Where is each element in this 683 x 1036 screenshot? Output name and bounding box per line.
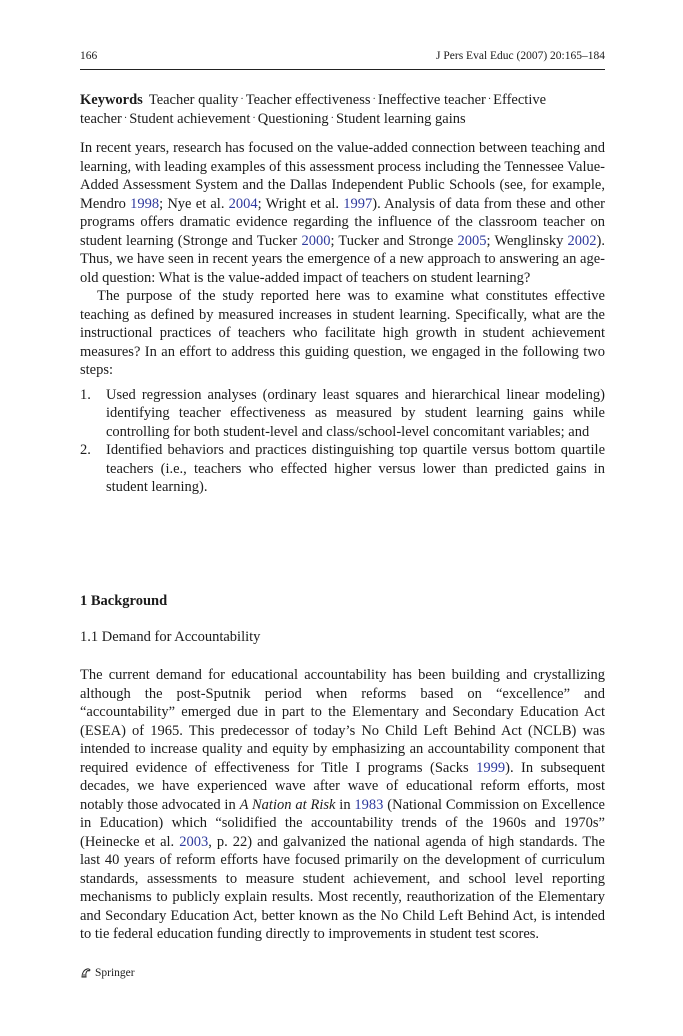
purpose-paragraph: The purpose of the study reported here was to examine what constitutes effective teaching as defined by measured increases in student learning. Specifically, what are the instructional practices of teachers who facilitate high growth in student achievement measures? In an effort to address this guiding question, we engaged in the following two steps:	[80, 288, 605, 378]
intro-paragraph	[80, 139, 605, 287]
text-run: In recent years, research has focused on the value-added connection between teaching and learning, with leading examples of this assessment process including the Tennessee Value-Added Assessment System and the Dallas Independent Public Schools (see, for example, Mendro	[80, 140, 605, 212]
citation-link[interactable]: 1997	[343, 195, 373, 212]
section-heading: 1 Background	[80, 593, 168, 609]
citation-link[interactable]: 2000	[301, 232, 331, 249]
page-content	[80, 50, 606, 942]
text-run: The current demand for educational accountability has been building and crystallizing although the post-Sputnik period when reforms based on “excellence” and “accountability” emerged due in part to the Elementary and Secondary Education Act (ESEA) of 1965. This predecessor of today’s No Child Left Behind Act (NCLB) was intended to increase quality and equity by emphasizing an accountability component that required evidence of effectiveness for Title I programs (Sacks	[80, 667, 605, 776]
keyword-separator: ·	[372, 94, 376, 105]
keyword: Student learning gains	[335, 110, 466, 127]
keyword-separator: ·	[487, 94, 492, 105]
list-item-text: Used regression analyses (ordinary least squares and hierarchical linear modeling) identifying teacher effectiveness as measured by student learning gains while controlling for both student-level and class/school-level concomitant variables; and	[106, 386, 605, 440]
text-run: ; Tucker and Stronge	[330, 232, 458, 249]
citation-link[interactable]: 1983	[354, 796, 384, 813]
publisher-name: Springer	[95, 967, 135, 979]
keyword-separator: ·	[330, 112, 334, 124]
citation-link[interactable]: 2002	[567, 232, 597, 249]
keyword-separator: ·	[252, 112, 256, 124]
keyword: Teacher quality	[148, 92, 239, 108]
keyword: Teacher effectiveness	[245, 92, 371, 108]
citation-link[interactable]: 1998	[130, 195, 160, 212]
page-number: 166	[80, 50, 98, 62]
citation-link[interactable]: 2004	[228, 195, 258, 212]
list-item	[80, 386, 605, 442]
text-run: ). Thus, we have seen in recent years the emergence of a new approach to answering an age-old question: What is the value-added impact of teachers on student learning?	[80, 232, 605, 286]
list-item	[80, 441, 605, 497]
text-run: ; Nye et al.	[159, 195, 229, 212]
keywords-label: Keywords	[80, 92, 143, 108]
keyword-separator: ·	[240, 94, 244, 105]
list-number: 2.	[80, 442, 91, 458]
keyword-separator: ·	[123, 112, 128, 124]
text-run: ). In subsequent decades, we have experienced wave after wave of educational reform efforts, most notably those advocated in	[80, 759, 606, 813]
text-run: (National Commission on Excellence in Education) which “solidified the accountability trends of the 1960s and 1970s” (Heinecke et al.	[80, 796, 605, 850]
list-item-text: Identified behaviors and practices distinguishing top quartile versus bottom quartile teachers (i.e., teachers who effected higher versus lower than predicted gains in student learning).	[106, 442, 605, 495]
springer-horse-icon	[80, 967, 92, 979]
publisher-footer	[80, 967, 135, 979]
list-number: 1.	[80, 386, 91, 403]
text-run: ; Wright et al.	[257, 195, 344, 212]
background-paragraph	[80, 666, 605, 944]
report-title: A Nation at Risk	[239, 796, 336, 813]
keywords-block	[80, 91, 605, 128]
running-header	[80, 50, 605, 70]
keyword: Questioning	[257, 110, 329, 127]
steps-list	[80, 386, 605, 497]
citation-link[interactable]: 2005	[457, 232, 487, 249]
citation-link[interactable]: 1999	[476, 759, 506, 776]
keyword: Ineffective teacher	[377, 92, 486, 108]
keyword: Effective teacher	[80, 92, 547, 127]
text-run: ; Wenglinsky	[486, 232, 568, 249]
subsection-heading: 1.1 Demand for Accountability	[80, 629, 261, 645]
journal-reference: J Pers Eval Educ (2007) 20:165–184	[436, 50, 605, 62]
citation-link[interactable]: 2003	[179, 833, 209, 850]
text-run: in	[335, 796, 355, 813]
keyword: Student achievement	[129, 110, 251, 127]
text-run: ). Analysis of data from these and other programs offers dramatic evidence regarding the influence of the classroom teacher on student learning (Stronge and Tucker	[80, 195, 605, 249]
text-run: , p. 22) and galvanized the national agenda of high standards. The last 40 years of reform efforts have focused primarily on the development of curriculum standards, assessments to measure student achievement, and school level reporting mechanisms to publicly explain results. Most recently, reauthorization of the Elementary and Secondary Education Act, better known as the No Child Left Behind Act, is intended to tie federal education funding directly to improvements in student test scores.	[80, 833, 605, 942]
